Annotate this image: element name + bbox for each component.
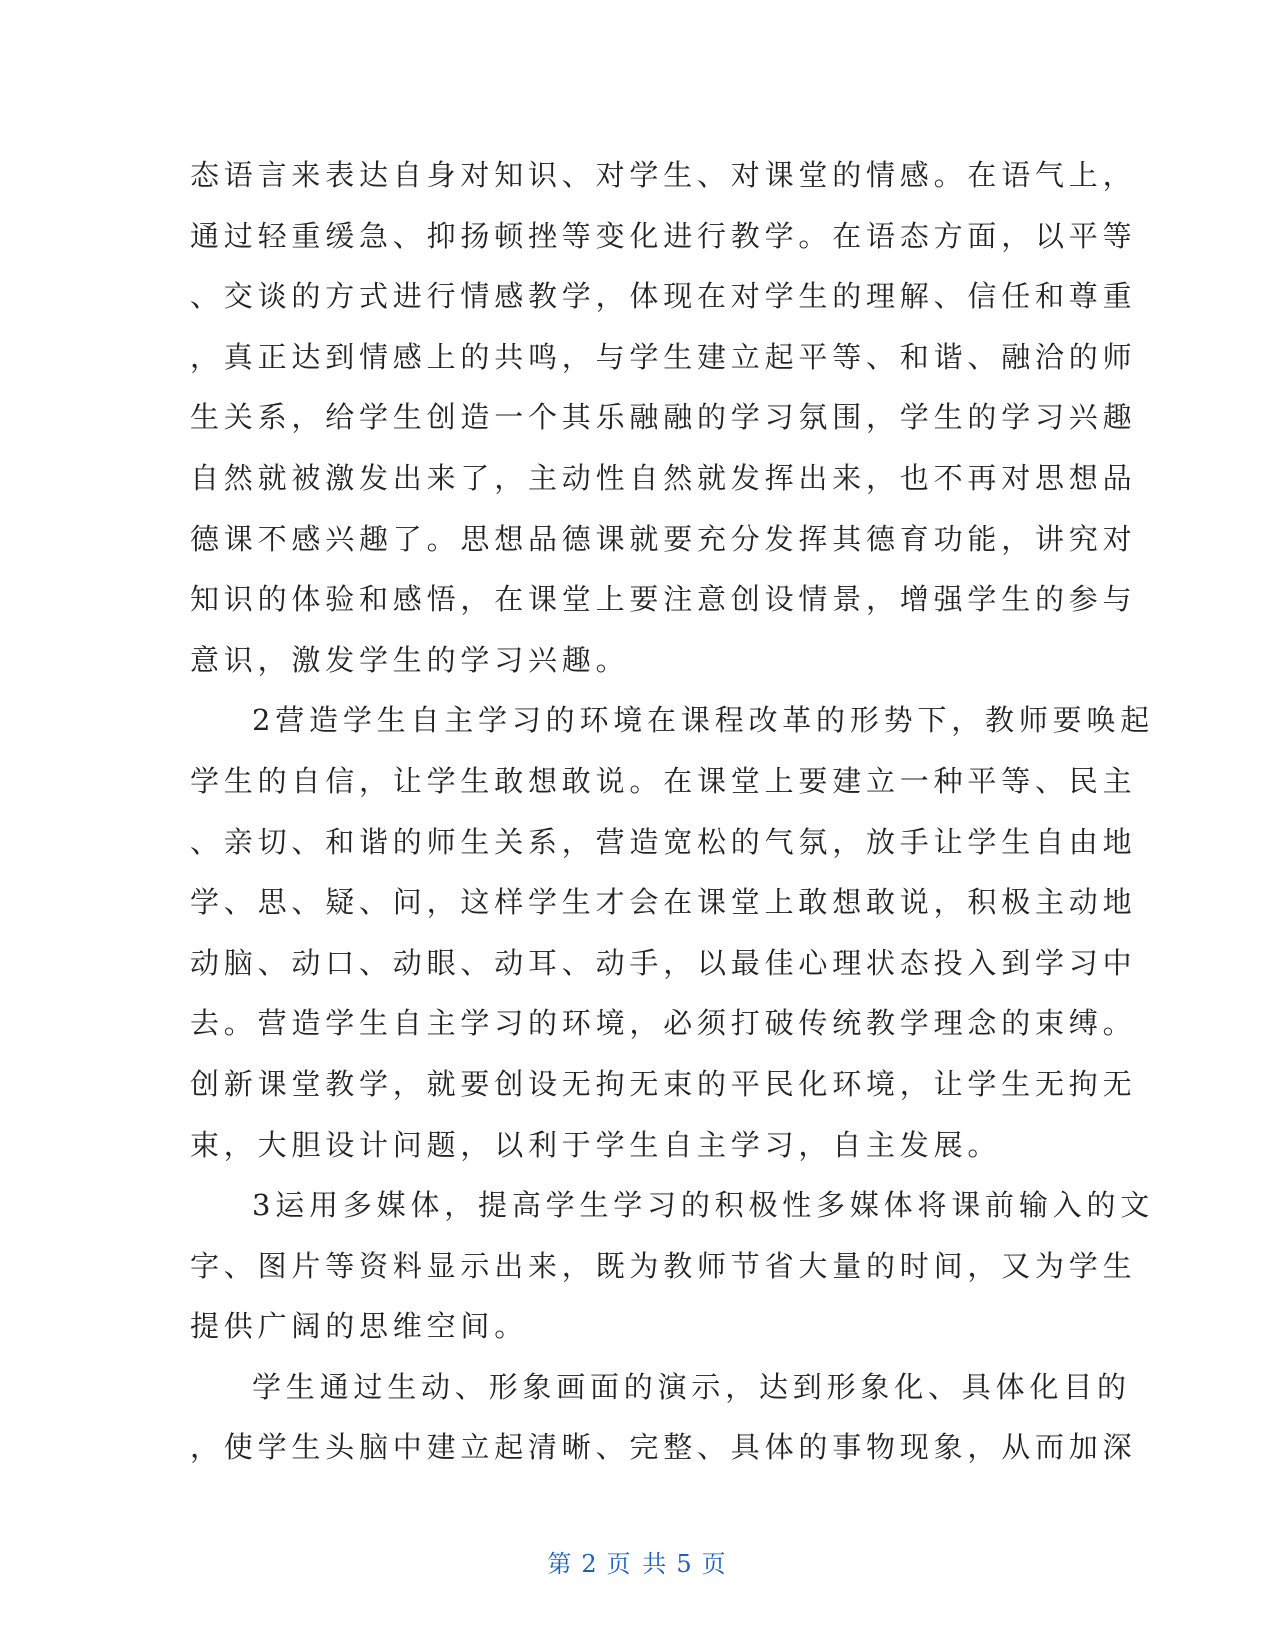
text-line: 提供广阔的思维空间。 <box>190 1309 529 1344</box>
text-line: 去。营造学生自主学习的环境，必须打破传统教学理念的束缚。 <box>190 1006 1137 1041</box>
text-line: 通过轻重缓急、抑扬顿挫等变化进行教学。在语态方面，以平等 <box>190 218 1137 253</box>
footer-total-pages: 5 <box>676 1550 694 1578</box>
footer-suffix: 页 <box>701 1550 728 1578</box>
text-line: 学生的自信，让学生敢想敢说。在课堂上要建立一种平等、民主 <box>190 763 1137 798</box>
footer-prefix: 第 <box>547 1550 574 1578</box>
text-line: 自然就被激发出来了，主动性自然就发挥出来，也不再对思想品 <box>190 460 1137 495</box>
footer-middle: 页 共 <box>606 1550 669 1578</box>
text-line: 态语言来表达自身对知识、对学生、对课堂的情感。在语气上， <box>190 158 1137 192</box>
text-line: 3运用多媒体，提高学生学习的积极性多媒体将课前输入的文 <box>252 1188 1155 1223</box>
document-body <box>190 145 1155 1478</box>
text-line: 2营造学生自主学习的环境在课程改革的形势下，教师要唤起 <box>252 703 1155 738</box>
text-line: 动脑、动口、动眼、动耳、动手，以最佳心理状态投入到学习中 <box>190 945 1137 980</box>
text-line: 、交谈的方式进行情感教学，体现在对学生的理解、信任和尊重 <box>190 279 1137 314</box>
paragraph-3 <box>190 1175 1155 1357</box>
text-line: 学生通过生动、形象画面的演示，达到形象化、具体化目的 <box>252 1369 1131 1404</box>
text-line: 创新课堂教学，就要创设无拘无束的平民化环境，让学生无拘无 <box>190 1066 1137 1101</box>
text-line: 德课不感兴趣了。思想品德课就要充分发挥其德育功能，讲究对 <box>190 521 1137 556</box>
footer-current-page: 2 <box>581 1550 599 1578</box>
paragraph-4 <box>190 1357 1137 1478</box>
text-line: ，真正达到情感上的共鸣，与学生建立起平等、和谐、融洽的师 <box>190 339 1137 374</box>
text-line: ，使学生头脑中建立起清晰、完整、具体的事物现象，从而加深 <box>190 1430 1137 1465</box>
text-line: 、亲切、和谐的师生关系，营造宽松的气氛，放手让学生自由地 <box>190 824 1137 859</box>
text-line: 意识，激发学生的学习兴趣。 <box>190 642 630 677</box>
text-line: 知识的体验和感悟，在课堂上要注意创设情景，增强学生的参与 <box>190 582 1137 617</box>
paragraph-1 <box>190 145 1137 690</box>
text-line: 束，大胆设计问题，以利于学生自主学习，自主发展。 <box>190 1127 1002 1162</box>
text-line: 学、思、疑、问，这样学生才会在课堂上敢想敢说，积极主动地 <box>190 885 1137 920</box>
text-line: 生关系，给学生创造一个其乐融融的学习氛围，学生的学习兴趣 <box>190 400 1137 435</box>
page-footer <box>0 1544 1275 1579</box>
text-line: 字、图片等资料显示出来，既为教师节省大量的时间，又为学生 <box>190 1248 1137 1283</box>
paragraph-2 <box>190 690 1155 1175</box>
